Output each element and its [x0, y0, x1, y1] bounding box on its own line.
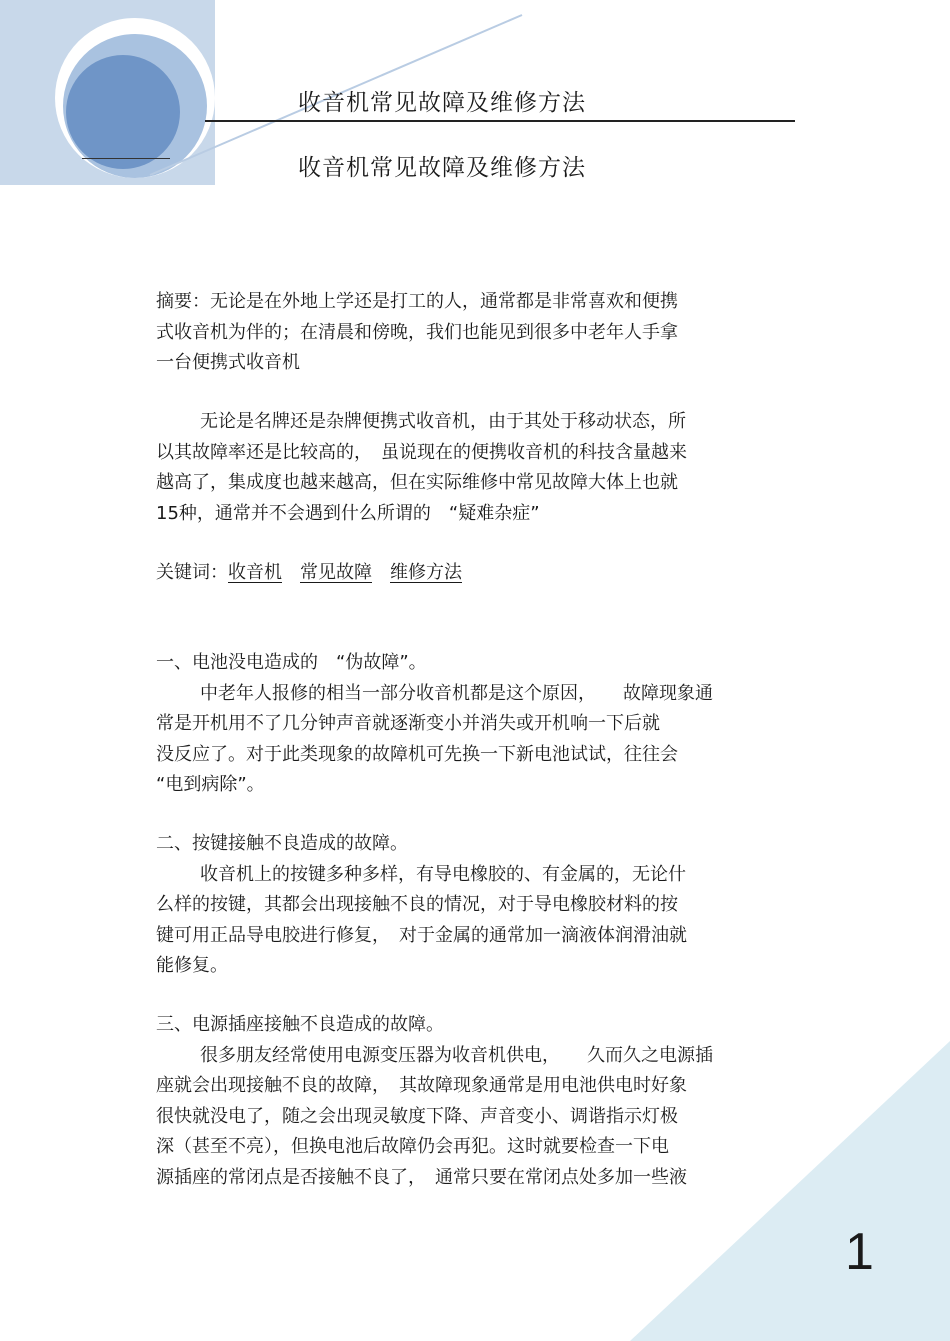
decoration-inner-circle — [66, 55, 180, 169]
section-line: 中老年人报修的相当一部分收音机都是这个原因， 故障现象通 — [200, 682, 713, 704]
intro-line: 15种，通常并不会遇到什么所谓的 “疑难杂症” — [156, 502, 540, 524]
keyword: 常见故障 — [300, 562, 372, 583]
page-title: 收音机常见故障及维修方法 — [298, 155, 586, 181]
section-line: 能修复。 — [156, 955, 228, 976]
section-heading: 二、按键接触不良造成的故障。 — [156, 833, 408, 854]
intro-paragraph — [156, 407, 796, 529]
section-line: 收音机上的按键多种多样，有导电橡胶的、有金属的，无论什 — [200, 863, 686, 885]
intro-line: 无论是名牌还是杂牌便携式收音机，由于其处于移动状态，所 — [200, 411, 686, 432]
abstract-line: 一台便携式收音机 — [156, 352, 300, 373]
section-line: 没反应了。对于此类现象的故障机可先换一下新电池试试，往往会 — [156, 743, 678, 765]
keywords-label: 关键词： — [156, 562, 228, 583]
section-line: 么样的按键，其都会出现接触不良的情况，对于导电橡胶材料的按 — [156, 894, 678, 915]
header-short-rule — [82, 158, 170, 159]
intro-line: 越高了，集成度也越来越高，但在实际维修中常见故障大体上也就 — [156, 472, 678, 493]
section-line: 很快就没电了，随之会出现灵敏度下降、声音变小、调谐指示灯极 — [156, 1105, 678, 1127]
abstract-line: 式收音机为伴的；在清晨和傍晚，我们也能见到很多中老年人手拿 — [156, 321, 678, 343]
keyword: 收音机 — [228, 562, 282, 583]
section-line: 键可用正品导电胶进行修复， 对于金属的通常加一滴液体润滑油就 — [156, 924, 687, 946]
keywords — [156, 558, 796, 589]
section-line: 座就会出现接触不良的故障， 其故障现象通常是用电池供电时好象 — [156, 1075, 687, 1096]
abstract — [156, 287, 796, 379]
section-line: 很多朋友经常使用电源变压器为收音机供电， 久而久之电源插 — [200, 1044, 713, 1066]
section-line: 常是开机用不了几分钟声音就逐渐变小并消失或开机响一下后就 — [156, 713, 660, 734]
section-2 — [156, 829, 796, 982]
section-line: 源插座的常闭点是否接触不良了， 通常只要在常闭点处多加一些液 — [156, 1166, 687, 1188]
running-header-title: 收音机常见故障及维修方法 — [298, 90, 586, 116]
keyword: 维修方法 — [390, 562, 462, 583]
section-3 — [156, 1010, 796, 1193]
section-heading: 一、电池没电造成的 “伪故障”。 — [156, 652, 427, 673]
abstract-line: 摘要：无论是在外地上学还是打工的人，通常都是非常喜欢和便携 — [156, 291, 678, 312]
page-number: 1 — [845, 1223, 874, 1281]
section-1 — [156, 648, 796, 801]
header-rule — [205, 120, 795, 122]
section-heading: 三、电源插座接触不良造成的故障。 — [156, 1014, 444, 1035]
intro-line: 以其故障率还是比较高的， 虽说现在的便携收音机的科技含量越来 — [156, 441, 687, 463]
section-line: “电到病除”。 — [156, 774, 265, 795]
section-line: 深（甚至不亮），但换电池后故障仍会再犯。这时就要检查一下电 — [156, 1136, 669, 1157]
